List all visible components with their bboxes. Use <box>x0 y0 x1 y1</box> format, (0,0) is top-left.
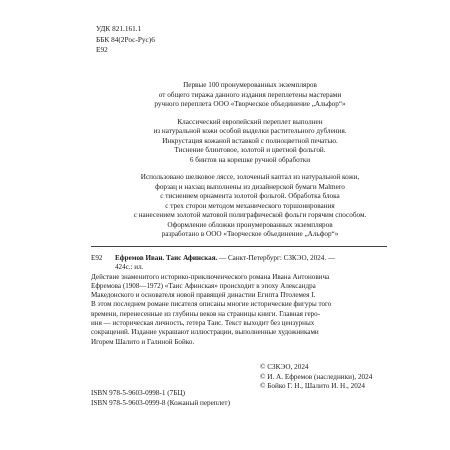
bbk-code: ББК 84(2Рос-Рус)6 <box>96 34 155 44</box>
edition-line: из натуральной кожи особой выделки растительного дубления. <box>153 127 347 135</box>
annotation-line: В этом последнем романе писателя описаны многие исторические фигуры того <box>91 300 332 309</box>
edition-line: Классический европейский переплет выполнен <box>177 117 323 126</box>
biblio-author-code: Е92 <box>91 254 103 262</box>
annotation-line: Действие знаменитого историко-приключенческого романа Ивана Антоновича <box>91 272 330 281</box>
edition-line: ручного переплета ООО «Творческое объединение „Альфор“» <box>154 100 346 108</box>
annotation-line: времени, перенесенные из глубины веков на страницы книги. Главная геро- <box>91 309 321 318</box>
copyright-notices <box>260 363 390 392</box>
copyright-line: © Бойко Г. Н., Шалито И. Н., 2024 <box>260 382 365 391</box>
spacer <box>90 110 410 118</box>
spacer <box>90 165 410 173</box>
edition-notes <box>90 81 410 240</box>
edition-line: с тиснением орнамента золотой фольгой. Обработка блока <box>160 192 340 200</box>
bibliographic-record <box>91 254 391 347</box>
annotation-line: Игорем Шалито и Галиной Бойко. <box>91 337 195 346</box>
edition-line: с трех сторон методом механического торшонирования <box>165 201 335 210</box>
edition-line: Тиснение блинтовое, золотой и цветной фольгой. <box>174 146 326 154</box>
annotation-line: сокращений. Издание украшают иллюстрации, выполненные художниками <box>91 328 319 337</box>
edition-line: форзац и нахзац выполнены из дизайнерской бумаги Malmero <box>155 182 345 191</box>
copyright-line: © И. А. Ефремов (наследники), 2024 <box>260 372 373 381</box>
biblio-imprint: — Санкт-Петербург: СЗКЭО, 2024. — <box>217 254 335 262</box>
edition-line: Первые 100 пронумерованных экземпляров <box>183 81 317 89</box>
isbn-block <box>91 389 230 408</box>
biblio-heading <box>91 254 391 263</box>
edition-line: Использовано шелковое ляссе, золоченый каптал из натуральной кожи, <box>140 173 360 181</box>
edition-line: с нанесением золотой матовой полиграфической фольги горячим способом. <box>133 211 367 219</box>
edition-line: от общего тиража данного издания переплетены мастерами <box>158 90 342 99</box>
edition-line: разработано в ООО «Творческое объединение „Альфор“» <box>161 230 339 238</box>
edition-line: 6 бинтов на корешке ручной обработки <box>189 155 311 164</box>
edition-line: Инкрустация кожаной вставкой с полноцветной печатью. <box>162 136 338 145</box>
udc-code: УДК 821.161.1 <box>96 24 142 33</box>
annotation-line: иня — историческая личность, гетера Таис. Текст выходит без цензурных <box>91 319 315 328</box>
biblio-title: Ефремов Иван. Таис Афинская. <box>115 254 218 262</box>
annotation-line: Македонского и основателя новой правящей династии Египта Птолемея I. <box>91 291 316 300</box>
edition-line: Оформление обложки пронумерованных экземпляров <box>167 220 333 229</box>
isbn-line: ISBN 978-5-9603-0999-8 (Кожаный переплет) <box>91 398 230 407</box>
author-code: Е92 <box>96 45 108 55</box>
isbn-line: ISBN 978-5-9603-0998-1 (7БЦ) <box>91 389 185 397</box>
biblio-pages: 424с.: ил. <box>115 263 144 272</box>
copyright-line: © СЗКЭО, 2024 <box>260 363 309 371</box>
classification-block <box>96 24 155 56</box>
annotation-line: Ефремова (1908—1972) «Таис Афинская» происходит в эпоху Александра <box>91 281 316 290</box>
divider-rule <box>91 246 387 247</box>
